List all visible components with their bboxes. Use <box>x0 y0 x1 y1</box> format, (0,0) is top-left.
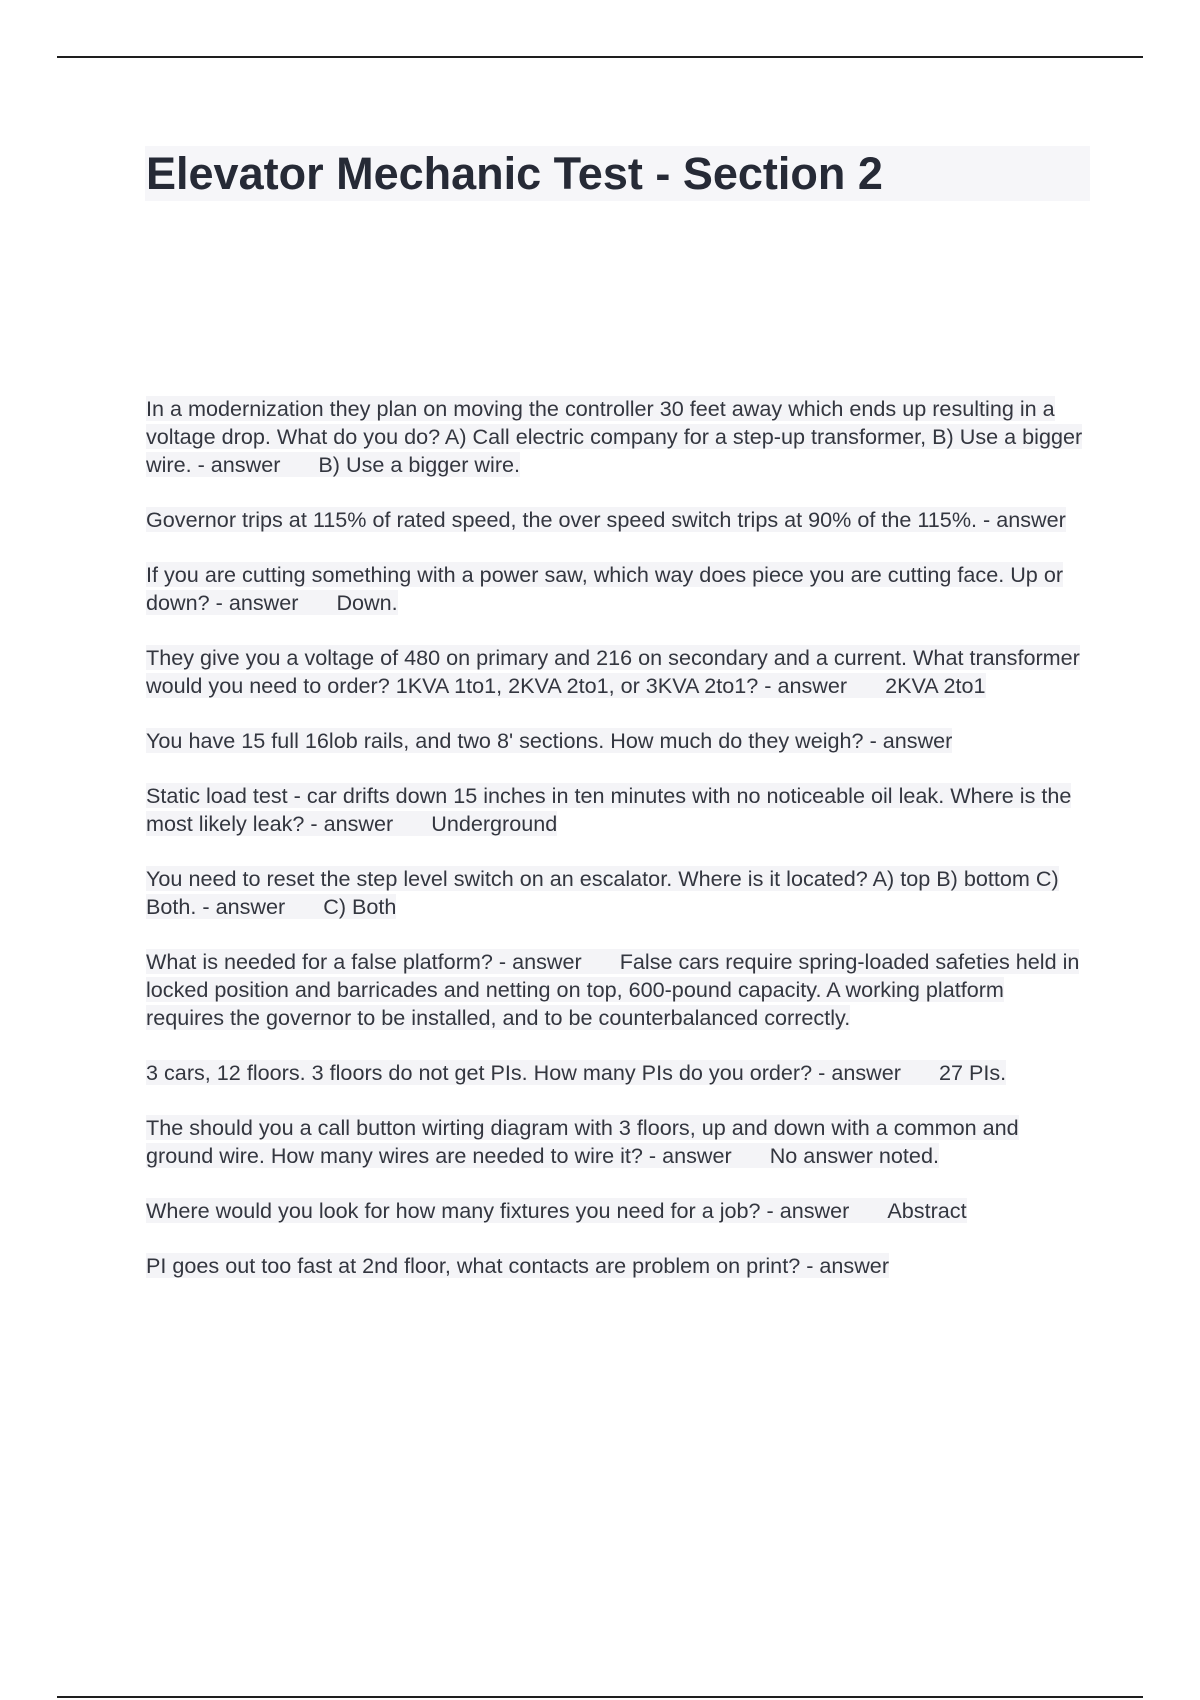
qa-item-1 <box>146 395 1086 479</box>
question: Static load test - car drifts down 15 inches in ten minutes with no noticeable oil leak. Where is the most likely leak? <box>146 783 1072 836</box>
answer-separator: - answer <box>806 1253 890 1278</box>
question: In a modernization they plan on moving the controller 30 feet away which ends up resulting in a voltage drop. What do you do? A) Call electric company for a step-up transformer, B) Use a bigger wire. <box>146 396 1083 477</box>
answer: Down. <box>336 590 398 615</box>
question: PI goes out too fast at 2nd floor, what contacts are problem on print? <box>146 1253 801 1278</box>
qa-item-7 <box>146 865 1086 921</box>
page-title: Elevator Mechanic Test - Section 2 <box>146 148 883 199</box>
qa-item-5 <box>146 727 1086 755</box>
question: What is needed for a false platform? <box>146 949 493 974</box>
question: If you are cutting something with a power saw, which way does piece you are cutting face. Up or down? <box>146 562 1064 615</box>
answer-separator: - answer <box>498 949 582 974</box>
answer: No answer noted. <box>769 1143 939 1168</box>
question: Where would you look for how many fixtures you need for a job? <box>146 1198 761 1223</box>
answer: False cars require spring-loaded safeties held in locked position and barricades and netting on top, 600-pound capacity. A working platform requires the governor to be installed, and to be counterbalanced correctly. <box>146 949 1080 1030</box>
answer-separator: - answer <box>310 811 394 836</box>
qa-item-2 <box>146 506 1086 534</box>
answer: 2KVA 2to1 <box>885 673 986 698</box>
answer: 27 PIs. <box>938 1060 1007 1085</box>
answer-separator: - answer <box>202 894 286 919</box>
top-rule <box>57 56 1143 58</box>
question: The should you a call button wirting diagram with 3 floors, up and down with a common and ground wire. How many wires are needed to wire it? <box>146 1115 1019 1168</box>
question: They give you a voltage of 480 on primary and 216 on secondary and a current. What transformer would you need to order? 1KVA 1to1, 2KVA 2to1, or 3KVA 2to1? <box>146 645 1080 698</box>
answer-separator: - answer <box>766 1198 850 1223</box>
qa-item-4 <box>146 644 1086 700</box>
answer: B) Use a bigger wire. <box>318 452 521 477</box>
answer-separator: - answer <box>869 728 953 753</box>
qa-item-3 <box>146 561 1086 617</box>
qa-item-9 <box>146 1059 1086 1087</box>
answer: C) Both <box>323 894 397 919</box>
question: You have 15 full 16lob rails, and two 8' sections. How much do they weigh? <box>146 728 864 753</box>
answer-separator: - answer <box>215 590 299 615</box>
answer-separator: - answer <box>197 452 281 477</box>
bottom-rule <box>57 1696 1143 1698</box>
answer-separator: - answer <box>764 673 848 698</box>
qa-item-10 <box>146 1114 1086 1170</box>
qa-item-8 <box>146 948 1086 1032</box>
question: You need to reset the step level switch on an escalator. Where is it located? A) top B) bottom C) Both. <box>146 866 1059 919</box>
answer: Underground <box>431 811 558 836</box>
qa-item-12 <box>146 1252 1086 1280</box>
answer-separator: - answer <box>648 1143 732 1168</box>
answer: Abstract <box>887 1198 967 1223</box>
qa-item-11 <box>146 1197 1086 1225</box>
question: 3 cars, 12 floors. 3 floors do not get PIs. How many PIs do you order? <box>146 1060 813 1085</box>
question: Governor trips at 115% of rated speed, the over speed switch trips at 90% of the 115%. <box>146 507 978 532</box>
qa-list <box>146 395 1086 1307</box>
qa-item-6 <box>146 782 1086 838</box>
answer-separator: - answer <box>983 507 1066 532</box>
answer-separator: - answer <box>818 1060 901 1085</box>
